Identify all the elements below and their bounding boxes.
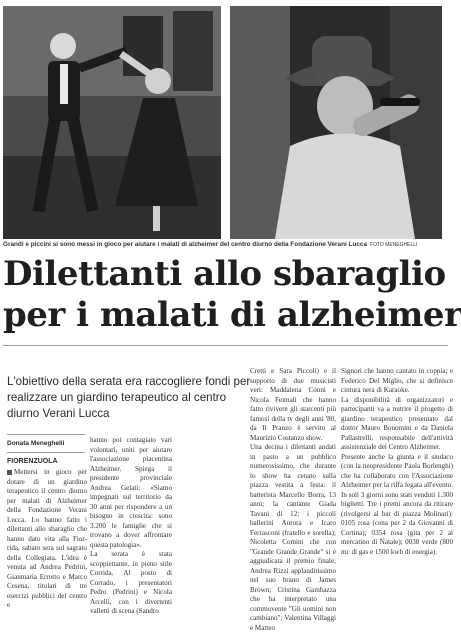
article-column-4: Signori che hanno cantato in coppia; e Federico Del Miglio, che si definisce cintura nera di Karaoke. La disponibilità di organizzatori e partecipanti va a nutrire il progetto di giardino terapeutico presentato dal dottor Mauro Bonomini e da Daniela Pallastrelli, responsabile dell'attività assistenziale del Centro Alzheimer. Presente anche la giunta e il sindaco (con la neopresidente Paola Borlenghi) che ha collaborato con l'Associazione Alzheimer per la riffa legata all'evento. In soli 3 giorni sono stati venduti 1.300 biglietti. Tre i premi ancora da ritirare (rivolgersi al bar di piazza Molinari): 0105 rosa (cena per 2 da Giovanni di Cortina); 0354 rosa (gita per 2 al mercatino di Natale); 0038 verde (800 mc di gas e 1500 kwh di energia). — [341, 367, 453, 556]
photo-singer-icon — [230, 6, 442, 239]
headline-line-2: per i malati di alzheimer — [3, 295, 461, 335]
photo-singer — [230, 6, 442, 239]
photo-dancing-children — [3, 6, 221, 239]
byline: Donata Meneghelli — [7, 440, 65, 447]
column-1-text: Mettersi in gioco per dotare di un giardino terapeutico il centro diurno per malati di Alzheimer della Fondazione Verani Lucca. Lo hanno fatto i dilettanti allo sbaraglio che hanno dato vita alla Fior-rida, sabato sera sul sagrato della Collegiata. L'idea è venuta ad Andrea Pedrini, Gianmaria Errotto e Marco Cesena, titolari di tre esercizi pubblici del centro e — [7, 468, 87, 609]
photo-dancing-children-icon — [3, 6, 221, 239]
article-column-1 — [7, 468, 87, 609]
byline-divider — [7, 434, 85, 435]
dateline: FIORENZUOLA — [7, 458, 58, 465]
photo-caption — [3, 241, 448, 248]
headline-line-1: Dilettanti allo sbaraglio — [3, 254, 446, 294]
dateline-divider — [7, 452, 85, 453]
article-column-2: hanno poi contagiato vari volontari, uniti per aiutare l'associazione piacentina Alzheimer. Spiega il presidente provinciale Andrea Gelati: «Siamo impegnati sul territorio da 30 anni per rispondere a un bisogno in crescita: sono 3.200 le famiglie che si trovano a dover affrontare questa patologia». La serata è stata scoppiettante, in pieno stile Corrida. Al posto di Corrado, i presentatori Pedro (Pedrini) e Nicola Arcelli, con i divertenti valletti di scena (Sandro — [90, 436, 172, 615]
article-column-3: Cretti e Sara Piccoli) e il supporto di due musicisti veri: Maddalena Conni e Nicola Feimali che hanno fatto rivivere gli starcenti più famosi della tv degli anni '80, da Il Pranzo è servito al Maurizio Costanzo show. Una decina i dilettanti andati in pasto a un pubblico numerosissimo, che durante lo show ha cenato sulla piazza vestita a festa: il batterista Marcello Borra, 13 anni; la cantante Giada Tavani di 12; i piccoli ballerini Aurora e Icaro Ferrasconi (fratello e sorella); Nicoletta Comini che con "Grande Grande Grande" si è aggiudicata il premio finale; Andrea Rizzi applauditissimo nel suo brano di James Brown; Cristina Gambazza che ha interpretato una commovente "Gli uomini non cambiano"; Valentina Villaggi e Matteo — [250, 367, 336, 632]
photo-credit: FOTO MENEGHELLI — [370, 242, 418, 248]
article-summary: L'obiettivo della serata era raccogliere fondi per realizzare un giardino terapeutico al centro diurno Verani Lucca — [7, 375, 251, 420]
headline-divider — [3, 345, 448, 346]
caption-text: Grandi e piccini si sono messi in gioco per aiutare i malati di alzheimer del centro diurno della Fondazione Verani Lucca — [3, 241, 368, 248]
paragraph-bullet-icon — [7, 470, 12, 475]
